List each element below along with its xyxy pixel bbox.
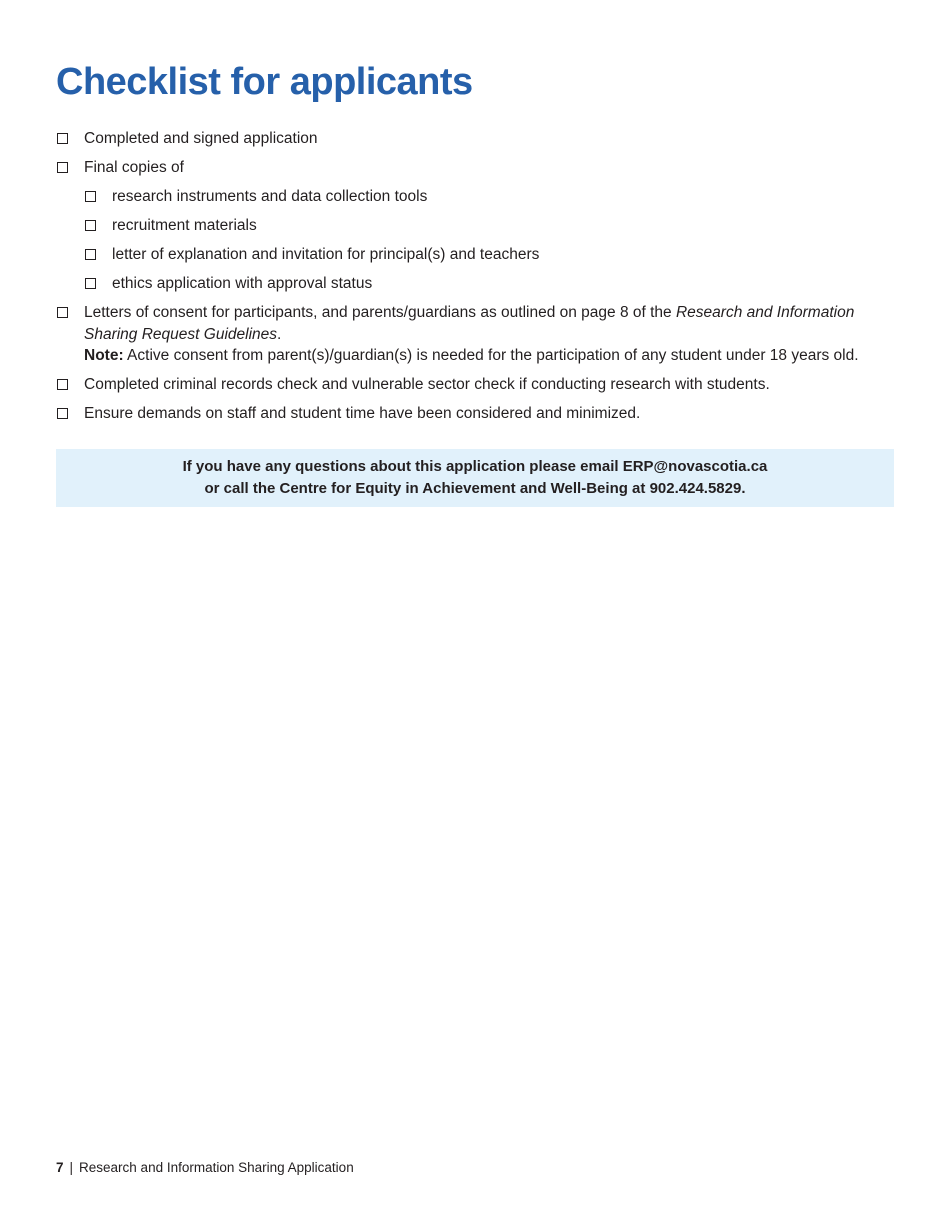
checklist-item-label — [84, 302, 906, 345]
note-label: Note: — [84, 347, 124, 364]
checkbox-icon[interactable] — [85, 278, 96, 289]
checkbox-icon[interactable] — [57, 408, 68, 419]
guidelines-title: Research and Information Sharing Request Guidelines — [84, 304, 855, 343]
checkbox-icon[interactable] — [85, 220, 96, 231]
consent-text-end: . — [277, 325, 282, 343]
checklist-subitem-ethics-application — [84, 273, 906, 295]
checklist-subitem-research-instruments — [84, 186, 906, 208]
checkbox-icon[interactable] — [57, 379, 68, 390]
checklist-subitem-label: recruitment materials — [112, 217, 257, 234]
checkbox-icon[interactable] — [57, 162, 68, 173]
checkbox-icon[interactable] — [57, 133, 68, 144]
checklist-item-criminal-records-check — [56, 374, 906, 396]
consent-text: Letters of consent for participants, and parents/guardians as outlined on page 8 of the — [84, 304, 676, 321]
checklist-item-label: Completed and signed application — [84, 130, 318, 147]
checkbox-icon[interactable] — [85, 249, 96, 260]
page-title: Checklist for applicants — [56, 61, 473, 103]
checkbox-icon[interactable] — [57, 307, 68, 318]
contact-phone-line: or call the Centre for Equity in Achievement and Well-Being at 902.424.5829. — [204, 479, 746, 497]
consent-note — [84, 345, 906, 367]
contact-info-box — [56, 449, 894, 507]
checklist-subitem-label: ethics application with approval status — [112, 275, 373, 292]
checklist-item-staff-student-time — [56, 403, 906, 425]
page-number: 7 — [56, 1160, 64, 1175]
footer-separator: | — [69, 1160, 74, 1175]
checkbox-icon[interactable] — [85, 191, 96, 202]
checklist-item-label: Final copies of — [84, 159, 184, 176]
checklist-item-label: Completed criminal records check and vulnerable sector check if conducting research with students. — [84, 376, 770, 393]
applicant-checklist — [56, 128, 906, 432]
page-footer — [56, 1159, 354, 1177]
checklist-item-application — [56, 128, 906, 150]
contact-email-line: If you have any questions about this application please email ERP@novascotia.ca — [182, 458, 768, 475]
checklist-subitem-letter-of-explanation — [84, 244, 906, 266]
checklist-item-letters-of-consent — [56, 302, 906, 367]
footer-document-title: Research and Information Sharing Application — [79, 1160, 354, 1175]
checklist-subitem-label: letter of explanation and invitation for principal(s) and teachers — [112, 246, 540, 263]
checklist-subitem-label: research instruments and data collection tools — [112, 188, 428, 205]
checklist-item-label: Ensure demands on staff and student time have been considered and minimized. — [84, 405, 641, 422]
note-text: Active consent from parent(s)/guardian(s) is needed for the participation of any student under 18 years old. — [123, 347, 859, 364]
checklist-subitem-recruitment-materials — [84, 215, 906, 237]
checklist-item-final-copies — [56, 157, 906, 179]
